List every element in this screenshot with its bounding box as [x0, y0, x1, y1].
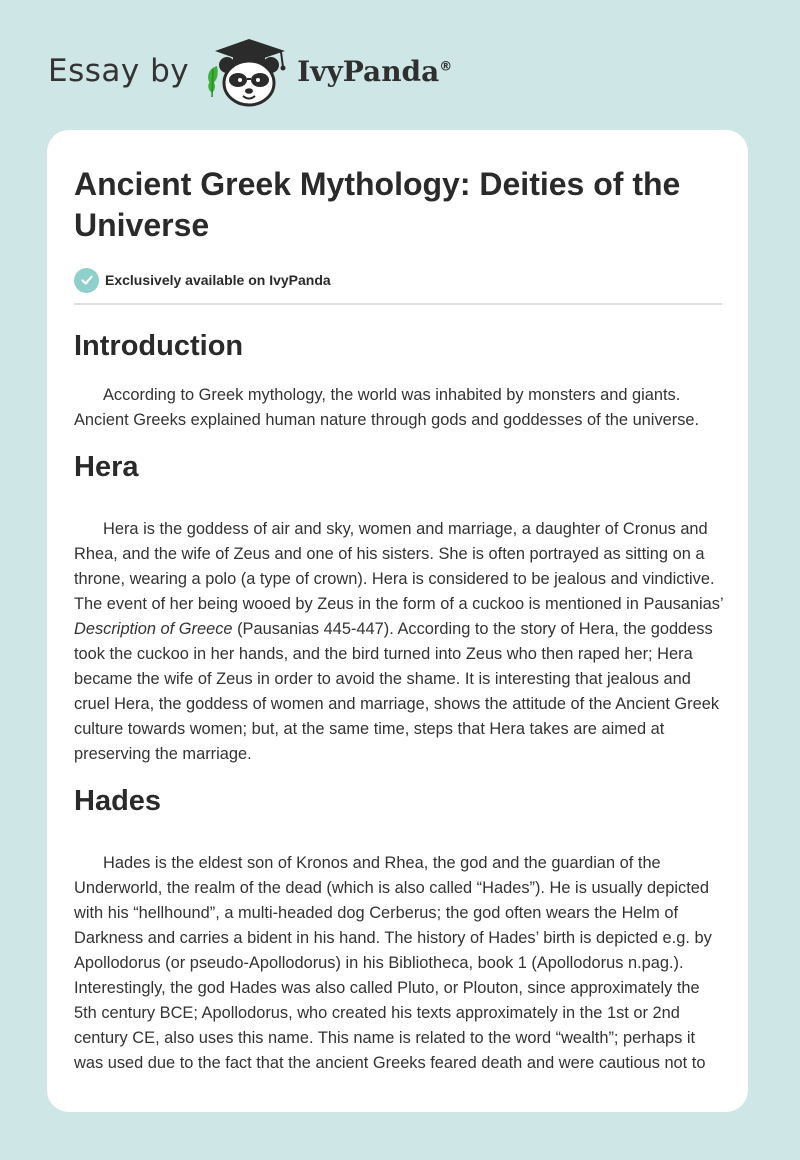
panda-logo-icon[interactable]: [203, 35, 293, 107]
section-heading-hera: Hera: [74, 451, 139, 483]
exclusive-badge-text: Exclusively available on IvyPanda: [105, 272, 331, 288]
section-heading-introduction: Introduction: [74, 330, 244, 362]
section-paragraph-introduction: According to Greek mythology, the world was inhabited by monsters and giants. Ancient Greeks explained human nature through gods and goddesses of the universe.: [74, 386, 700, 429]
brand-name[interactable]: [297, 55, 452, 88]
hera-book-title: Description of Greece: [74, 620, 233, 638]
section-heading-hades: Hades: [74, 785, 162, 817]
section-paragraph-hera: [74, 517, 726, 767]
brand-name-text: IvyPanda: [297, 54, 440, 88]
essay-card: [47, 130, 748, 1112]
hera-text-part-2: (Pausanias 445-447). According to the story of Hera, the goddess took the cuckoo in her hands, and the bird turned into Zeus who then raped her; Hera became the wife of Zeus in order to avoid the shame. It is interesting that jealous and cruel Hera, the goddess of women and marriage, shows the attitude of the Ancient Greek culture towards women; but, at the same time, steps that Hera takes are aimed at preserving the marriage.: [74, 620, 720, 763]
exclusive-badge: [74, 267, 722, 293]
hera-text-part-1: Hera is the goddess of air and sky, women and marriage, a daughter of Cronus and Rhea, and the wife of Zeus and one of his sisters. She is often portrayed as sitting on a throne, wearing a polo (a type of crown). Hera is considered to be jealous and vindictive. The event of her being wooed by Zeus in the form of a cuckoo is mentioned in Pausanias’: [74, 520, 724, 613]
divider: [74, 303, 722, 305]
registered-mark: ®: [439, 59, 453, 75]
brand-header: [48, 36, 452, 106]
brand-prefix: Essay by: [48, 53, 190, 89]
section-paragraph-hades: Hades is the eldest son of Kronos and Rhea, the god and the guardian of the Underworld, the realm of the dead (which is also called “Hades”). He is usually depicted with his “hellhound”, a multi-headed dog Cerberus; the god often wears the Helm of Darkness and carries a bident in his hand. The history of Hades’ birth is depicted e.g. by Apollodorus (or pseudo-Apollodorus) in his Bibliotheca, book 1 (Apollodorus n.pag.). Interestingly, the god Hades was also called Pluto, or Plouton, since approximately the 5th century BCE; Apollodorus, who created his texts approximately in the 1st or 2nd century CE, also uses this name. This name is related to the word “wealth”; perhaps it was used due to the fact that the ancient Greeks feared death and were cautious not to: [74, 854, 712, 1072]
essay-title: Ancient Greek Mythology: Deities of the Universe: [74, 166, 681, 243]
check-icon: [74, 268, 99, 293]
